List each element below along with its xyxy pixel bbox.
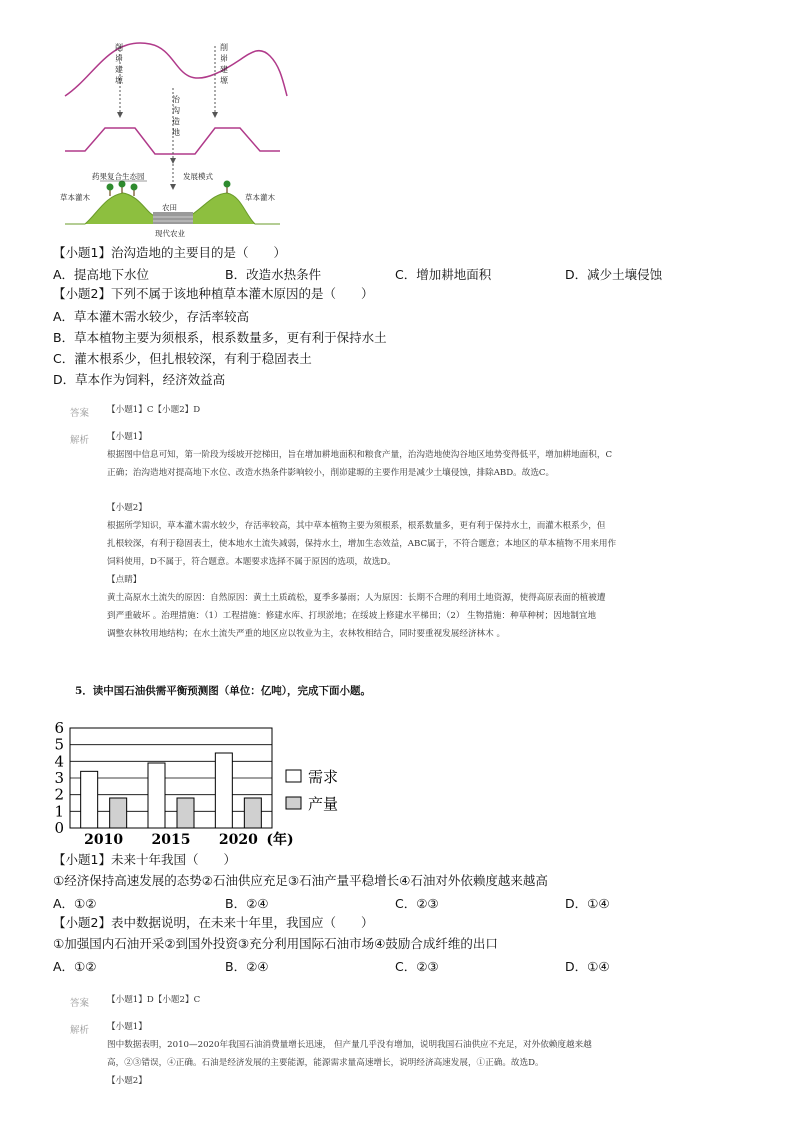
q5-sub1-option-c[interactable]: C．②③: [395, 896, 439, 911]
y-tick-label: 0: [54, 819, 64, 837]
q4-analysis-line: 扎根较深，有利于稳固表土，使本地水土流失减弱，保持水土，增加生态效益，ABC属于，不符合题意；本地区的草本植物不用来用作: [107, 539, 617, 549]
q5-sub1-option-b[interactable]: B．②④: [225, 896, 269, 911]
y-tick-label: 6: [54, 719, 64, 737]
label-center: 治 沟 造 地: [172, 95, 180, 137]
label-left: 削 峁 建 塬: [115, 43, 123, 85]
q5-sub2-option-d[interactable]: D．①④: [565, 959, 610, 974]
q4-sub2-option-a[interactable]: A．草本灌木需水较少，存活率较高: [53, 309, 250, 324]
q5-sub2-option-c[interactable]: C．②③: [395, 959, 439, 974]
q5-answer-label: 答案: [70, 998, 90, 1009]
hill-outline: [65, 43, 287, 96]
q5-sub1-stem: 【小题1】未来十年我国（ ）: [53, 852, 236, 867]
q4-analysis-line: 根据图中信息可知，第一阶段为绥坡开挖梯田，旨在增加耕地面积和粮食产量，治沟造地使沟谷地区地势变得低平，增加耕地面积，C: [107, 450, 613, 460]
label-right: 削 峁 建 塬: [220, 43, 228, 85]
q5-analysis-label: 解析: [70, 1025, 90, 1036]
q4-analysis-line: 黄土高原水土流失的原因：自然原因：黄土土质疏松，夏季多暴雨；人为原因：长期不合理的利用土地资源，使得高原表面的植被遭: [107, 593, 606, 603]
x-tick-label: 2010: [84, 832, 124, 848]
y-tick-label: 3: [54, 769, 64, 787]
y-tick-label: 5: [54, 735, 64, 754]
q5-analysis-line: 【小题1】: [107, 1022, 147, 1032]
bar-output: [177, 798, 194, 828]
q4-sub1-stem: 【小题1】治沟造地的主要目的是（ ）: [53, 245, 286, 260]
legend-label: 需求: [308, 768, 339, 786]
q4-analysis-line: 饲料使用，D不属于，符合题意。本题要求选择不属于原因的选项，故选D。: [107, 557, 396, 567]
q4-analysis-label: 解析: [70, 435, 90, 446]
y-tick-label: 4: [54, 752, 64, 771]
q5-sub2-statement: ①加强国内石油开采②到国外投资③充分利用国际石油市场④鼓励合成纤维的出口: [53, 936, 498, 951]
label-shrub-right: 草本灌木: [245, 193, 275, 202]
bar-demand: [148, 763, 165, 828]
q4-analysis-line: 【小题1】: [107, 432, 147, 442]
label-modern: 现代农业: [155, 229, 185, 238]
q4-sub1-option-c[interactable]: C．增加耕地面积: [395, 267, 492, 282]
q5-sub2-stem: 【小题2】表中数据说明，在未来十年里，我国应（ ）: [53, 915, 374, 930]
q4-answer-label: 答案: [70, 408, 90, 419]
legend-label: 产量: [308, 795, 339, 813]
q4-sub2-option-c[interactable]: C．灌木根系少，但扎根较深，有利于稳固表土: [53, 351, 312, 366]
q4-analysis-line: 【点睛】: [107, 575, 142, 585]
q4-sub1-option-a[interactable]: A．提高地下水位: [53, 267, 150, 282]
q5-sub2-option-a[interactable]: A．①②: [53, 959, 97, 974]
q4-sub1-option-d[interactable]: D．减少土壤侵蚀: [565, 267, 663, 282]
bar-output: [244, 798, 261, 828]
q5-heading: 5．读中国石油供需平衡预测图（单位：亿吨），完成下面小题。: [75, 685, 372, 697]
x-unit-label: (年): [266, 832, 294, 848]
q4-analysis-line: 调整农林牧用地结构；在水土流失严重的地区应以牧业为主，农林牧相结合，同时要重视发展经济林木 。: [107, 629, 506, 639]
legend-swatch: [286, 770, 301, 782]
q4-analysis-line: 根据所学知识，草本灌木需水较少，存活率较高，其中草本植物主要为须根系，根系数量多，更有利于保持水土，而灌木根系少，但: [107, 521, 606, 531]
q5-answer: 【小题1】D【小题2】C: [107, 995, 201, 1005]
q4-sub2-stem: 【小题2】下列不属于该地种植草本灌木原因的是（ ）: [53, 286, 374, 301]
q4-answer: 【小题1】C【小题2】D: [107, 405, 201, 415]
q5-analysis-line: 【小题2】: [107, 1076, 147, 1086]
label-model: 药果复合生态园: [92, 172, 145, 181]
label-dev: 发展模式: [183, 172, 213, 181]
bar-output: [110, 798, 127, 828]
x-tick-label: 2020: [218, 832, 258, 848]
bar-demand: [81, 771, 98, 828]
q5-sub1-option-a[interactable]: A．①②: [53, 896, 97, 911]
q5-sub1-statement: ①经济保持高速发展的态势②石油供应充足③石油产量平稳增长④石油对外依赖度越来越高: [53, 873, 548, 888]
y-tick-label: 1: [54, 802, 64, 821]
q4-sub2-option-d[interactable]: D．草本作为饲料，经济效益高: [53, 372, 226, 387]
q4-sub2-option-b[interactable]: B．草本植物主要为须根系，根系数量多，更有利于保持水土: [53, 330, 387, 345]
q4-analysis-line: 正确；治沟造地对提高地下水位、改造水热条件影响较小，削峁建塬的主要作用是减少土壤侵蚀，排除ABD。故选C。: [107, 468, 555, 478]
y-tick-label: 2: [54, 785, 64, 804]
label-shrub-left: 草本灌木: [60, 193, 90, 202]
q5-sub2-option-b[interactable]: B．②④: [225, 959, 269, 974]
q4-analysis-line: 【小题2】: [107, 503, 147, 513]
q4-analysis-line: 到严重破坏 。治理措施：（1）工程措施：修建水库、打坝淤地；在绥坡上修建水平梯田；（2） 生物措施：种草种树；因地制宜地: [107, 611, 597, 621]
legend-swatch: [286, 797, 301, 809]
q5-analysis-line: 高，②③错误，④正确。石油是经济发展的主要能源，能源需求量高速增长，说明经济高速发展，①正确。故选D。: [107, 1058, 544, 1068]
bar-demand: [215, 753, 232, 828]
q5-sub1-option-d[interactable]: D．①④: [565, 896, 610, 911]
oil-chart: [50, 718, 350, 848]
label-field: 农田: [162, 203, 177, 212]
q4-sub1-option-b[interactable]: B．改造水热条件: [225, 267, 322, 282]
x-tick-label: 2015: [151, 832, 191, 848]
q5-analysis-line: 图中数据表明，2010—2020年我国石油消费量增长迅速， 但产量几乎没有增加，说明我国石油供应不充足，对外依赖度越来越: [107, 1040, 592, 1050]
